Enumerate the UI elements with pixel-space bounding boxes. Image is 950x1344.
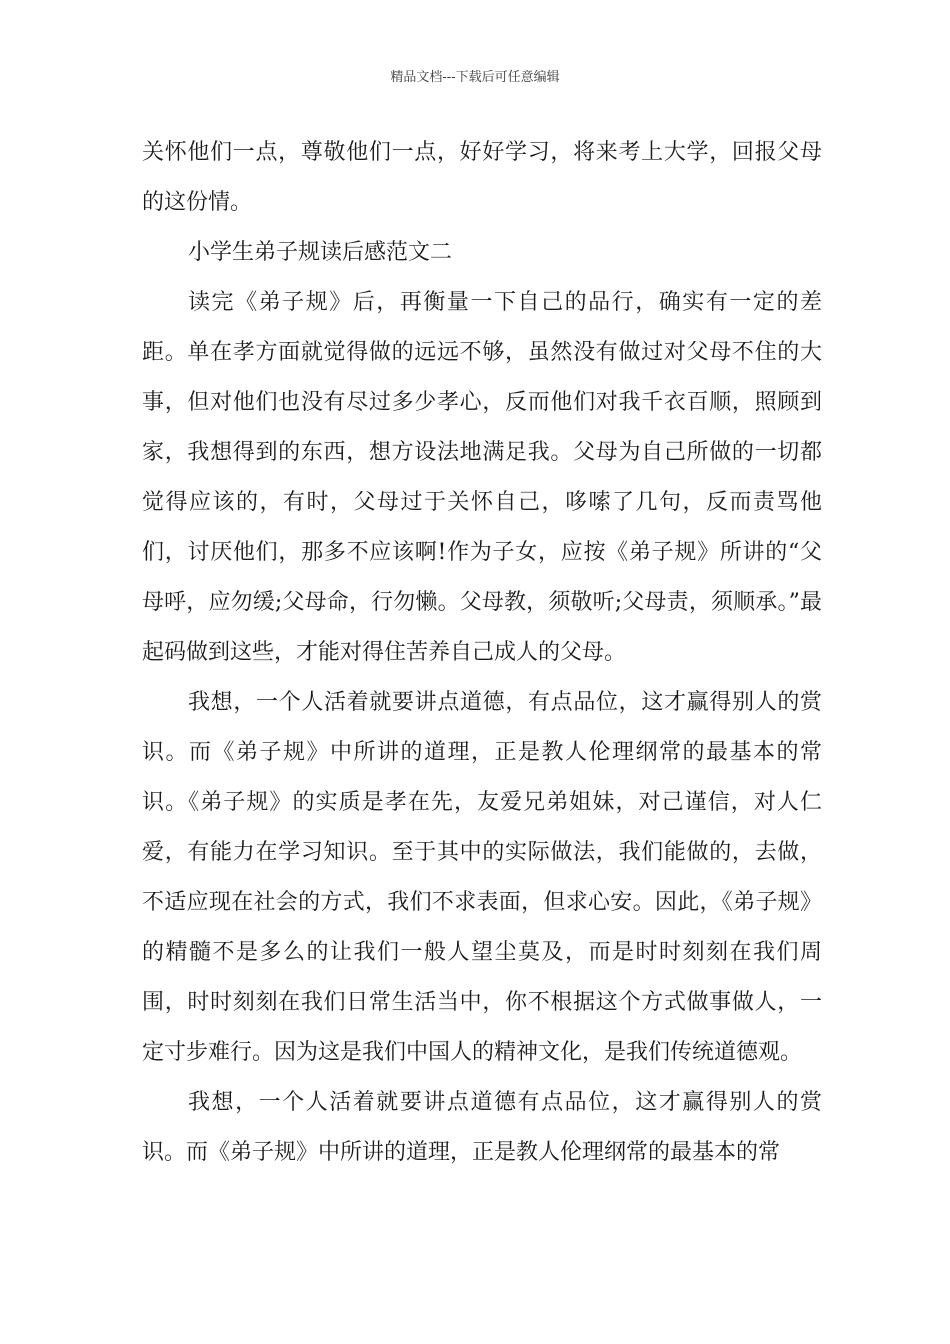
paragraph-4: 我想，一个人活着就要讲点道德有点品位，这才赢得别人的赏识。而《弟子规》中所讲的道理，正是教人伦理纲常的最基本的常 — [142, 1090, 822, 1165]
document-body — [142, 128, 822, 1178]
paragraph-1: 关怀他们一点，尊敬他们一点，好好学习，将来考上大学，回报父母的这份情。 — [142, 140, 822, 215]
paragraph-3: 我想，一个人活着就要讲点道德，有点品位，这才赢得别人的赏识。而《弟子规》中所讲的道理，正是教人伦理纲常的最基本的常识。《弟子规》的实质是孝在先，友爱兄弟姐妹，对己谨信，对人仁爱，有能力在学习知识。至于其中的实际做法，我们能做的，去做，不适应现在社会的方式，我们不求表面，但求心安。因此，《弟子规》的精髓不是多么的让我们一般人望尘莫及，而是时时刻刻在我们周围，时时刻刻在我们日常生活当中，你不根据这个方式做事做人，一定寸步难行。因为这是我们中国人的精神文化，是我们传统道德观。 — [142, 690, 822, 1065]
section-title: 小学生弟子规读后感范文二 — [188, 240, 453, 265]
paragraph-2: 读完《弟子规》后，再衡量一下自己的品行，确实有一定的差距。单在孝方面就觉得做的远远不够，虽然没有做过对父母不住的大事，但对他们也没有尽过多少孝心，反而他们对我千衣百顺，照顾到家，我想得到的东西，想方设法地满足我。父母为自己所做的一切都觉得应该的，有时，父母过于关怀自己，哆嗦了几句，反而责骂他们，讨厌他们，那多不应该啊!作为子女，应按《弟子规》所讲的“父母呼，应勿缓;父母命，行勿懒。父母教，须敬听;父母责，须顺承。”最起码做到这些，才能对得住苦养自己成人的父母。 — [142, 290, 822, 665]
page-header: 精品文档---下载后可任意编辑 — [390, 70, 560, 85]
